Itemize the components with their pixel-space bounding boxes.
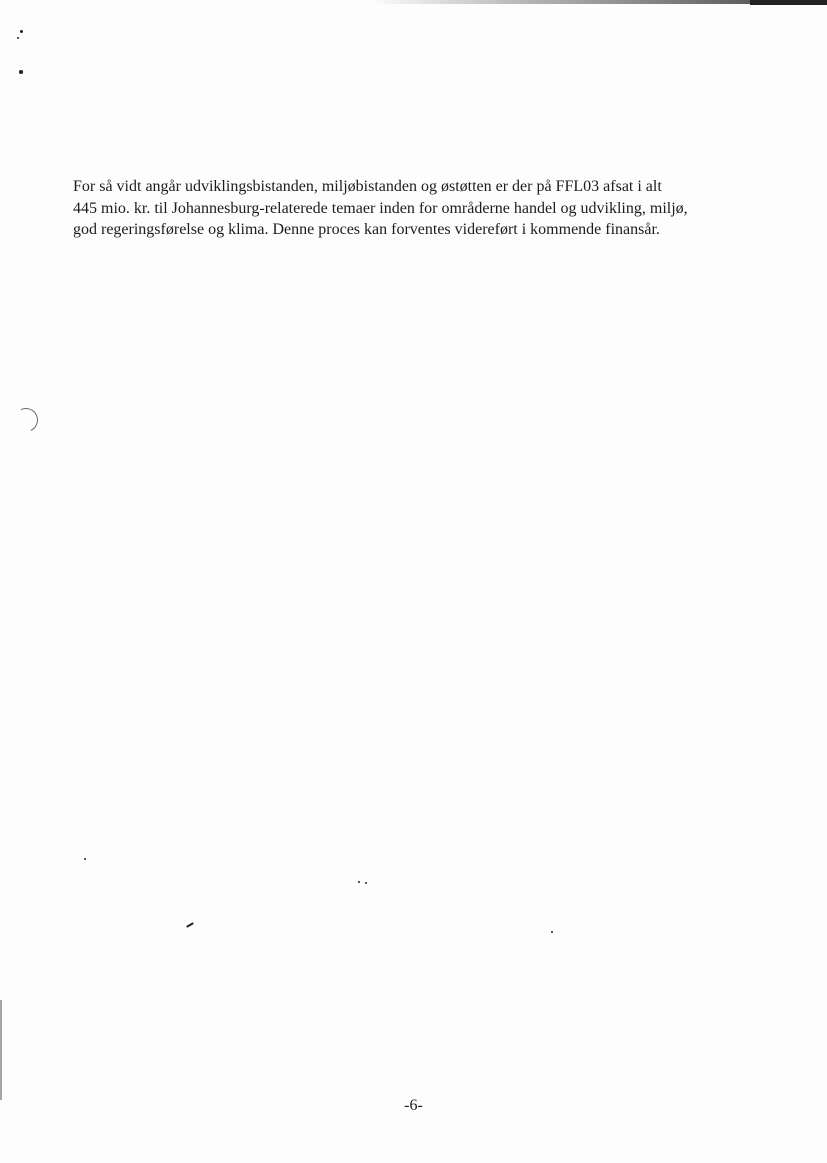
scan-speck [186, 922, 194, 928]
body-paragraph [73, 176, 763, 241]
scan-speck [84, 858, 86, 860]
scan-speck [358, 881, 360, 883]
scan-speck [17, 37, 19, 39]
scan-speck [20, 30, 23, 33]
scan-speck [19, 70, 23, 74]
paragraph-line: god regeringsførelse og klima. Denne proces kan forventes videreført i kommende finansår. [73, 221, 660, 238]
paragraph-line: 445 mio. kr. til Johannesburg-relaterede temaer inden for områderne handel og udvikling, miljø, [73, 199, 688, 217]
page-number: -6- [404, 1097, 423, 1114]
scan-speck [551, 931, 553, 933]
scan-top-edge-mark [750, 0, 827, 5]
scan-speck [365, 882, 367, 884]
scan-left-edge-mark [0, 1000, 2, 1100]
paragraph-line: For så vidt angår udviklingsbistanden, miljøbistanden og østøtten er der på FFL03 afsat i alt [73, 178, 662, 195]
scan-hole-punch-mark [11, 405, 42, 436]
